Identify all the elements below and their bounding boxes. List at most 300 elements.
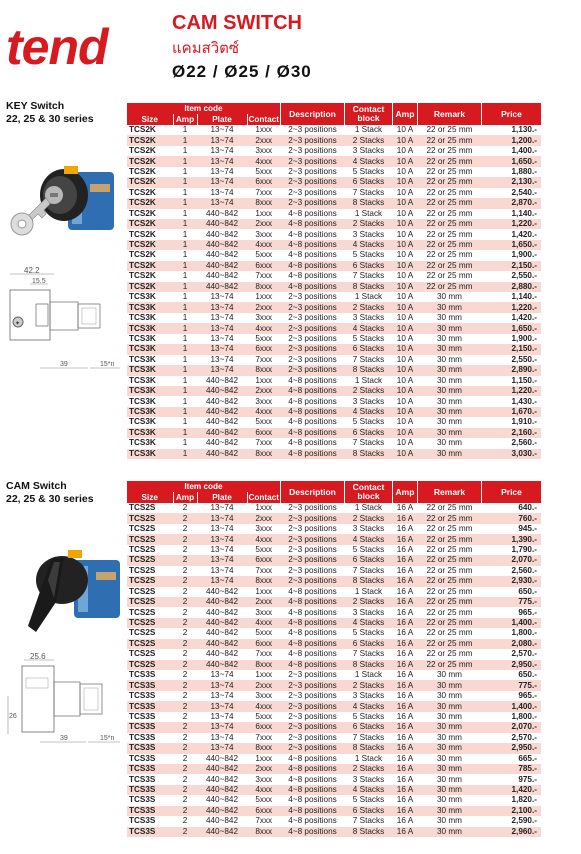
dim-label: 15.5 (32, 278, 46, 285)
cell-amp: 1 (173, 302, 197, 312)
cell-remark: 22 or 25 mm (417, 146, 481, 156)
cell-plate: 440~842 (197, 209, 247, 219)
table-row (127, 691, 541, 701)
cell-description: 2~3 positions (280, 743, 344, 753)
cell-price: 1,220.- (481, 386, 541, 396)
cell-price: 1,800.- (481, 712, 541, 722)
table-row (127, 597, 541, 607)
cell-remark: 22 or 25 mm (417, 167, 481, 177)
cell-contact: 7xxx (247, 271, 280, 281)
cell-contact-block: 5 Stacks (344, 334, 392, 344)
cell-contact: 1xxx (247, 292, 280, 302)
cell-description: 2~3 positions (280, 198, 344, 208)
cell-description: 4~8 positions (280, 795, 344, 805)
cell-contact-block: 1 Stack (344, 587, 392, 597)
cell-plate: 440~842 (197, 774, 247, 784)
cell-contact: 2xxx (247, 135, 280, 145)
cell-description: 4~8 positions (280, 628, 344, 638)
table-row (127, 806, 541, 816)
cell-contact-block: 1 Stack (344, 125, 392, 135)
cell-amp-rating: 16 A (392, 712, 417, 722)
cell-contact-block: 1 Stack (344, 754, 392, 764)
cell-size: TCS2S (127, 576, 173, 586)
cell-amp: 2 (173, 545, 197, 555)
cell-amp-rating: 16 A (392, 555, 417, 565)
cell-plate: 440~842 (197, 261, 247, 271)
table-row (127, 774, 541, 784)
cell-contact: 7xxx (247, 438, 280, 448)
cell-size: TCS2S (127, 524, 173, 534)
key-switch-table (127, 103, 541, 459)
cell-plate: 440~842 (197, 607, 247, 617)
cell-price: 2,570.- (481, 733, 541, 743)
cell-size: TCS2S (127, 534, 173, 544)
cell-description: 2~3 positions (280, 691, 344, 701)
cell-size: TCS3K (127, 396, 173, 406)
table-row (127, 660, 541, 670)
cell-description: 2~3 positions (280, 545, 344, 555)
cell-contact-block: 5 Stacks (344, 628, 392, 638)
cell-price: 2,160.- (481, 428, 541, 438)
cell-plate: 13~74 (197, 670, 247, 680)
cell-contact-block: 4 Stacks (344, 323, 392, 333)
cell-contact-block: 5 Stacks (344, 795, 392, 805)
cell-amp: 1 (173, 177, 197, 187)
cell-size: TCS2S (127, 639, 173, 649)
cell-contact: 8xxx (247, 449, 280, 459)
cell-amp-rating: 10 A (392, 282, 417, 292)
col-remark: Remark (417, 481, 481, 503)
cell-size: TCS3K (127, 386, 173, 396)
cell-plate: 13~74 (197, 733, 247, 743)
cell-contact-block: 2 Stacks (344, 135, 392, 145)
cell-description: 4~8 positions (280, 282, 344, 292)
cell-plate: 13~74 (197, 177, 247, 187)
cam-switch-photo (22, 540, 126, 640)
cell-amp-rating: 16 A (392, 785, 417, 795)
table-row (127, 438, 541, 448)
cell-description: 4~8 positions (280, 438, 344, 448)
cell-plate: 440~842 (197, 428, 247, 438)
cell-remark: 30 mm (417, 449, 481, 459)
cell-amp-rating: 10 A (392, 188, 417, 198)
cell-size: TCS3S (127, 712, 173, 722)
cell-remark: 22 or 25 mm (417, 660, 481, 670)
cell-amp: 1 (173, 417, 197, 427)
cell-description: 4~8 positions (280, 597, 344, 607)
cell-contact-block: 2 Stacks (344, 386, 392, 396)
cell-amp-rating: 16 A (392, 670, 417, 680)
cell-contact: 4xxx (247, 323, 280, 333)
cell-remark: 30 mm (417, 334, 481, 344)
cell-contact: 7xxx (247, 188, 280, 198)
col-amp: Amp (173, 114, 197, 125)
cell-size: TCS2S (127, 587, 173, 597)
cell-contact-block: 8 Stacks (344, 282, 392, 292)
cell-description: 4~8 positions (280, 261, 344, 271)
cell-description: 2~3 positions (280, 125, 344, 135)
cell-remark: 22 or 25 mm (417, 628, 481, 638)
cell-price: 2,590.- (481, 816, 541, 826)
cell-remark: 30 mm (417, 396, 481, 406)
cell-contact: 2xxx (247, 219, 280, 229)
cell-amp-rating: 16 A (392, 628, 417, 638)
cell-amp: 2 (173, 576, 197, 586)
cell-plate: 440~842 (197, 785, 247, 795)
cell-remark: 30 mm (417, 323, 481, 333)
cell-amp-rating: 10 A (392, 407, 417, 417)
cell-contact-block: 6 Stacks (344, 344, 392, 354)
cell-amp: 1 (173, 365, 197, 375)
cell-price: 2,540.- (481, 188, 541, 198)
cell-description: 2~3 positions (280, 513, 344, 523)
cell-amp-rating: 10 A (392, 240, 417, 250)
cell-contact: 6xxx (247, 428, 280, 438)
cell-plate: 13~74 (197, 313, 247, 323)
cell-description: 2~3 positions (280, 302, 344, 312)
cell-contact-block: 8 Stacks (344, 198, 392, 208)
cell-contact-block: 6 Stacks (344, 177, 392, 187)
cell-contact: 4xxx (247, 534, 280, 544)
cell-contact: 2xxx (247, 680, 280, 690)
cell-size: TCS3S (127, 733, 173, 743)
cell-size: TCS3S (127, 774, 173, 784)
cell-price: 760.- (481, 513, 541, 523)
cell-contact-block: 4 Stacks (344, 534, 392, 544)
cell-amp-rating: 16 A (392, 795, 417, 805)
cell-amp: 1 (173, 135, 197, 145)
cell-plate: 13~74 (197, 292, 247, 302)
table-row (127, 555, 541, 565)
col-contact-block: Contact block (344, 103, 392, 125)
cell-contact: 5xxx (247, 545, 280, 555)
cell-amp-rating: 16 A (392, 754, 417, 764)
cell-contact: 6xxx (247, 722, 280, 732)
cell-contact-block: 8 Stacks (344, 449, 392, 459)
cell-amp-rating: 10 A (392, 355, 417, 365)
cell-contact: 3xxx (247, 691, 280, 701)
cell-description: 4~8 positions (280, 428, 344, 438)
cell-amp: 1 (173, 344, 197, 354)
cell-amp: 2 (173, 566, 197, 576)
table-row (127, 250, 541, 260)
table-row (127, 282, 541, 292)
dim-label: 15*n (100, 735, 115, 742)
cell-amp-rating: 16 A (392, 691, 417, 701)
cell-amp-rating: 10 A (392, 135, 417, 145)
cell-size: TCS2K (127, 146, 173, 156)
cell-price: 1,400.- (481, 146, 541, 156)
cell-contact: 5xxx (247, 417, 280, 427)
col-contact: Contact (248, 492, 279, 502)
cell-contact: 4xxx (247, 240, 280, 250)
cell-contact-block: 5 Stacks (344, 545, 392, 555)
cell-contact: 2xxx (247, 302, 280, 312)
cell-amp: 2 (173, 639, 197, 649)
title-block (172, 12, 312, 82)
cell-description: 4~8 positions (280, 271, 344, 281)
cell-size: TCS3K (127, 428, 173, 438)
table-row (127, 302, 541, 312)
cell-contact: 7xxx (247, 566, 280, 576)
cam-switch-table (127, 481, 541, 837)
cell-contact: 8xxx (247, 576, 280, 586)
cell-contact-block: 2 Stacks (344, 680, 392, 690)
cell-contact-block: 3 Stacks (344, 774, 392, 784)
cell-contact: 3xxx (247, 146, 280, 156)
cell-amp: 2 (173, 712, 197, 722)
cell-description: 4~8 positions (280, 386, 344, 396)
cell-remark: 30 mm (417, 827, 481, 837)
section-label-line1: KEY Switch (6, 100, 65, 112)
cell-price: 650.- (481, 670, 541, 680)
cell-price: 1,220.- (481, 302, 541, 312)
cell-size: TCS2K (127, 229, 173, 239)
cell-amp: 2 (173, 513, 197, 523)
cell-size: TCS3S (127, 785, 173, 795)
cell-price: 650.- (481, 587, 541, 597)
cell-amp-rating: 10 A (392, 271, 417, 281)
cell-contact-block: 7 Stacks (344, 271, 392, 281)
cell-size: TCS3S (127, 691, 173, 701)
cell-amp: 2 (173, 607, 197, 617)
cell-plate: 13~74 (197, 323, 247, 333)
table-row (127, 649, 541, 659)
cell-size: TCS3S (127, 680, 173, 690)
cell-contact-block: 4 Stacks (344, 240, 392, 250)
cell-amp: 1 (173, 146, 197, 156)
cell-price: 2,930.- (481, 576, 541, 586)
col-item-code: Item code (127, 103, 280, 114)
cell-contact: 8xxx (247, 365, 280, 375)
cell-size: TCS3S (127, 701, 173, 711)
cell-remark: 22 or 25 mm (417, 156, 481, 166)
section-label-line2: 22, 25 & 30 series (6, 493, 94, 505)
cell-contact-block: 6 Stacks (344, 555, 392, 565)
cell-contact: 5xxx (247, 167, 280, 177)
cell-price: 975.- (481, 774, 541, 784)
cell-contact-block: 1 Stack (344, 209, 392, 219)
cell-price: 785.- (481, 764, 541, 774)
cell-amp-rating: 10 A (392, 292, 417, 302)
table-row (127, 240, 541, 250)
cell-amp: 1 (173, 261, 197, 271)
cell-amp-rating: 16 A (392, 618, 417, 628)
cell-price: 1,130.- (481, 125, 541, 135)
table-row (127, 365, 541, 375)
cell-price: 1,900.- (481, 334, 541, 344)
cell-amp-rating: 16 A (392, 534, 417, 544)
cell-amp-rating: 16 A (392, 503, 417, 513)
cell-description: 2~3 positions (280, 733, 344, 743)
cell-remark: 30 mm (417, 302, 481, 312)
cell-price: 2,950.- (481, 743, 541, 753)
cell-description: 4~8 positions (280, 618, 344, 628)
cell-amp-rating: 10 A (392, 125, 417, 135)
cell-price: 965.- (481, 691, 541, 701)
cell-price: 2,960.- (481, 827, 541, 837)
cell-remark: 30 mm (417, 670, 481, 680)
cell-size: TCS2S (127, 607, 173, 617)
table-row (127, 628, 541, 638)
cell-price: 2,560.- (481, 438, 541, 448)
cell-contact: 6xxx (247, 177, 280, 187)
cell-plate: 13~74 (197, 701, 247, 711)
table-row (127, 712, 541, 722)
cell-description: 2~3 positions (280, 188, 344, 198)
cell-amp: 2 (173, 827, 197, 837)
cell-amp-rating: 10 A (392, 396, 417, 406)
cell-amp: 2 (173, 806, 197, 816)
cell-price: 2,070.- (481, 555, 541, 565)
cell-amp-rating: 16 A (392, 827, 417, 837)
diameter-sizes: Ø22 / Ø25 / Ø30 (172, 62, 312, 81)
cell-amp-rating: 10 A (392, 323, 417, 333)
cell-description: 2~3 positions (280, 292, 344, 302)
cell-price: 2,870.- (481, 198, 541, 208)
cell-amp: 2 (173, 555, 197, 565)
cell-amp-rating: 16 A (392, 806, 417, 816)
cell-contact-block: 3 Stacks (344, 607, 392, 617)
cell-remark: 22 or 25 mm (417, 135, 481, 145)
cell-amp-rating: 10 A (392, 229, 417, 239)
cell-remark: 22 or 25 mm (417, 555, 481, 565)
cell-description: 4~8 positions (280, 754, 344, 764)
cell-price: 1,220.- (481, 219, 541, 229)
col-amp: Amp (173, 492, 197, 503)
cell-amp: 2 (173, 701, 197, 711)
cell-contact: 4xxx (247, 785, 280, 795)
cell-size: TCS2S (127, 649, 173, 659)
cell-size: TCS2K (127, 167, 173, 177)
cell-description: 2~3 positions (280, 670, 344, 680)
cell-remark: 30 mm (417, 344, 481, 354)
cell-price: 1,150.- (481, 376, 541, 386)
cell-plate: 13~74 (197, 355, 247, 365)
cell-remark: 22 or 25 mm (417, 524, 481, 534)
cell-amp: 2 (173, 649, 197, 659)
cell-contact: 1xxx (247, 503, 280, 513)
cell-contact: 6xxx (247, 555, 280, 565)
col-plate: Plate (197, 492, 247, 503)
col-price: Price (481, 481, 541, 503)
cell-amp-rating: 10 A (392, 376, 417, 386)
cell-contact: 3xxx (247, 396, 280, 406)
cell-amp: 1 (173, 229, 197, 239)
cell-contact-block: 8 Stacks (344, 660, 392, 670)
cell-amp-rating: 10 A (392, 449, 417, 459)
cell-remark: 30 mm (417, 795, 481, 805)
cell-size: TCS3S (127, 722, 173, 732)
cell-price: 1,400.- (481, 701, 541, 711)
section-label-line2: 22, 25 & 30 series (6, 113, 94, 125)
cell-amp: 1 (173, 376, 197, 386)
cell-plate: 13~74 (197, 146, 247, 156)
cell-amp: 2 (173, 733, 197, 743)
cell-contact-block: 1 Stack (344, 503, 392, 513)
table-row (127, 188, 541, 198)
cell-remark: 22 or 25 mm (417, 597, 481, 607)
table-row (127, 313, 541, 323)
cell-contact: 6xxx (247, 639, 280, 649)
cell-plate: 13~74 (197, 334, 247, 344)
cell-remark: 22 or 25 mm (417, 229, 481, 239)
section-label-line1: CAM Switch (6, 480, 67, 492)
cell-price: 1,400.- (481, 618, 541, 628)
table-row (127, 680, 541, 690)
cell-price: 1,790.- (481, 545, 541, 555)
cell-size: TCS2K (127, 177, 173, 187)
cell-plate: 440~842 (197, 438, 247, 448)
cell-price: 1,800.- (481, 628, 541, 638)
cell-amp: 2 (173, 743, 197, 753)
cell-amp: 2 (173, 597, 197, 607)
table-row (127, 271, 541, 281)
cell-amp: 1 (173, 282, 197, 292)
cell-contact-block: 5 Stacks (344, 712, 392, 722)
cell-amp-rating: 10 A (392, 365, 417, 375)
cell-description: 4~8 positions (280, 660, 344, 670)
cell-contact: 1xxx (247, 209, 280, 219)
cell-contact: 2xxx (247, 386, 280, 396)
cell-plate: 13~74 (197, 135, 247, 145)
cell-remark: 22 or 25 mm (417, 125, 481, 135)
cell-remark: 22 or 25 mm (417, 513, 481, 523)
cell-amp: 1 (173, 156, 197, 166)
cell-plate: 13~74 (197, 524, 247, 534)
cell-remark: 22 or 25 mm (417, 503, 481, 513)
cell-price: 1,140.- (481, 209, 541, 219)
cell-contact: 5xxx (247, 334, 280, 344)
cell-size: TCS3S (127, 795, 173, 805)
table-row (127, 639, 541, 649)
cell-amp: 2 (173, 524, 197, 534)
cell-contact-block: 2 Stacks (344, 597, 392, 607)
cell-contact-block: 8 Stacks (344, 827, 392, 837)
cell-plate: 440~842 (197, 806, 247, 816)
dim-label: 15*n (100, 361, 115, 368)
cell-amp: 1 (173, 334, 197, 344)
cell-contact: 7xxx (247, 649, 280, 659)
cell-price: 1,670.- (481, 407, 541, 417)
cell-remark: 30 mm (417, 764, 481, 774)
cell-size: TCS2K (127, 125, 173, 135)
cell-description: 2~3 positions (280, 576, 344, 586)
col-contact-block: Contact block (344, 481, 392, 503)
cell-remark: 30 mm (417, 806, 481, 816)
cell-remark: 30 mm (417, 313, 481, 323)
cell-contact-block: 2 Stacks (344, 302, 392, 312)
table-row (127, 156, 541, 166)
cell-contact: 1xxx (247, 376, 280, 386)
table-row (127, 795, 541, 805)
cell-contact-block: 7 Stacks (344, 733, 392, 743)
cell-amp: 2 (173, 534, 197, 544)
cell-contact: 7xxx (247, 816, 280, 826)
cell-plate: 440~842 (197, 282, 247, 292)
cell-price: 1,420.- (481, 229, 541, 239)
cell-price: 2,080.- (481, 639, 541, 649)
cell-amp: 1 (173, 198, 197, 208)
cell-remark: 30 mm (417, 743, 481, 753)
cell-remark: 22 or 25 mm (417, 282, 481, 292)
cell-size: TCS2S (127, 660, 173, 670)
cell-amp-rating: 16 A (392, 639, 417, 649)
dim-label: 26 (9, 713, 17, 720)
cell-size: TCS2S (127, 628, 173, 638)
cell-contact-block: 7 Stacks (344, 816, 392, 826)
cell-size: TCS2S (127, 545, 173, 555)
